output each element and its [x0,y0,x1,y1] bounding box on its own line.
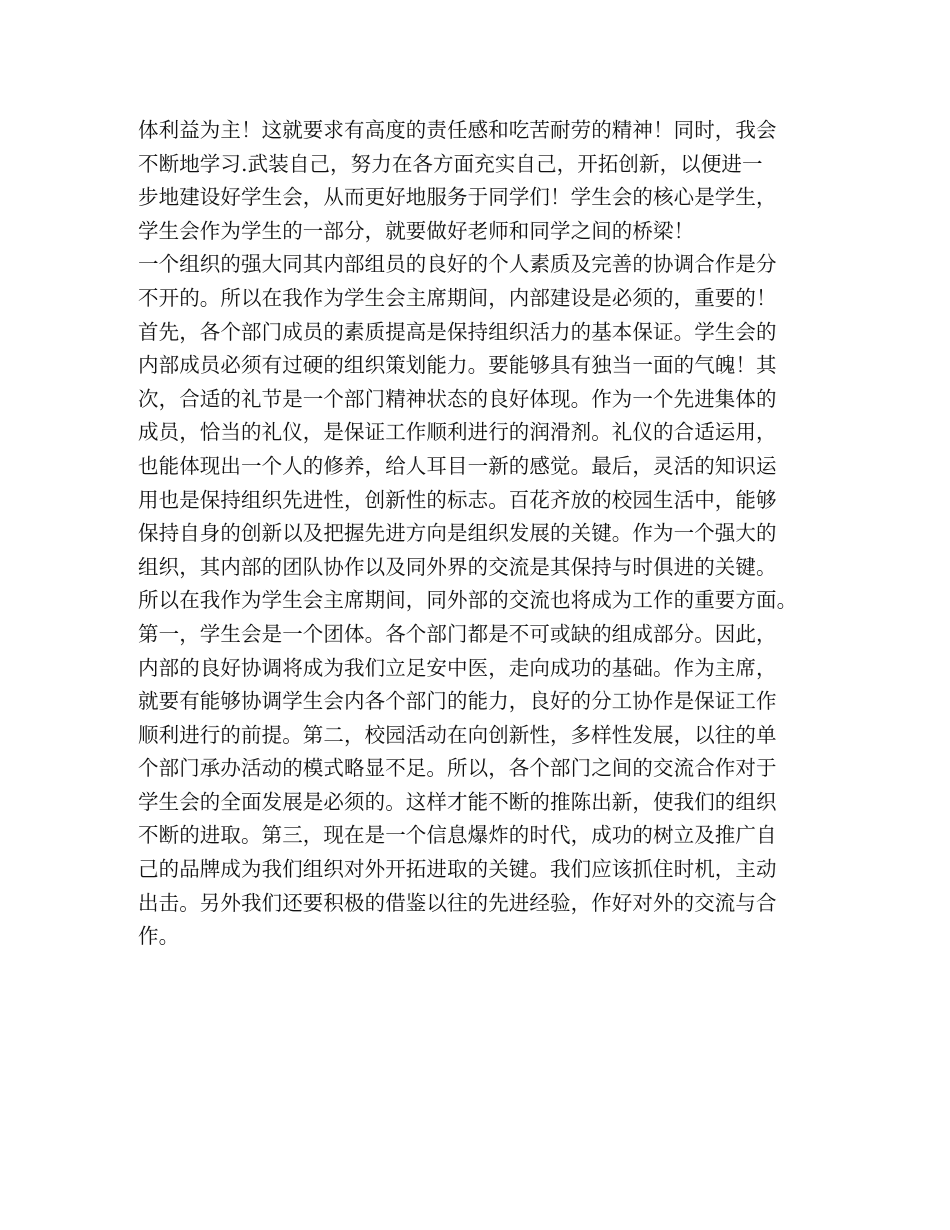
text-line: 步地建设好学生会，从而更好地服务于同学们！学生会的核心是学生， [138,185,777,210]
text-line: 顺利进行的前提。第二，校园活动在向创新性，多样性发展，以往的单 [138,722,777,747]
text-line: 一个组织的强大同其内部组员的良好的个人素质及完善的协调合作是分 [138,252,777,277]
text-line: 体利益为主！这就要求有高度的责任感和吃苦耐劳的精神！同时，我会 [138,118,777,142]
text-line: 组织，其内部的团队协作以及同外界的交流是其保持与时俱进的关键。 [138,554,777,579]
text-line: 内部成员必须有过硬的组织策划能力。要能够具有独当一面的气魄！其 [138,353,777,378]
text-line: 用也是保持组织先进性，创新性的标志。百花齐放的校园生活中，能够 [138,487,777,512]
text-line: 己的品牌成为我们组织对外开拓进取的关键。我们应该抓住时机，主动 [138,857,777,882]
text-line: 就要有能够协调学生会内各个部门的能力，良好的分工协作是保证工作 [138,689,777,714]
text-line: 次，合适的礼节是一个部门精神状态的良好体现。作为一个先进集体的 [138,386,777,411]
text-line: 学生会的全面发展是必须的。这样才能不断的推陈出新，使我们的组织 [138,789,777,814]
text-line: 不断地学习.武装自己，努力在各方面充实自己，开拓创新，以便进一 [138,151,763,176]
text-line: 成员，恰当的礼仪，是保证工作顺利进行的润滑剂。礼仪的合适运用， [138,420,777,445]
text-line: 出击。另外我们还要积极的借鉴以往的先进经验，作好对外的交流与合 [138,890,777,915]
text-line: 不开的。所以在我作为学生会主席期间，内部建设是必须的，重要的！ [138,285,777,310]
text-line: 保持自身的创新以及把握先进方向是组织发展的关键。作为一个强大的 [138,521,777,546]
text-line: 所以在我作为学生会主席期间，同外部的交流也将成为工作的重要方面。 [138,588,798,613]
text-line: 第一，学生会是一个团体。各个部门都是不可或缺的组成部分。因此， [138,621,777,646]
text-line: 学生会作为学生的一部分，就要做好老师和同学之间的桥梁！ [138,218,695,243]
text-line: 不断的进取。第三，现在是一个信息爆炸的时代，成功的树立及推广自 [138,823,777,848]
document-body [138,114,838,954]
text-line: 作。 [138,924,180,949]
text-line: 也能体现出一个人的修养，给人耳目一新的感觉。最后，灵活的知识运 [138,453,777,478]
text-line: 首先，各个部门成员的素质提高是保持组织活力的基本保证。学生会的 [138,319,777,344]
text-line: 内部的良好协调将成为我们立足安中医，走向成功的基础。作为主席， [138,655,777,680]
text-line: 个部门承办活动的模式略显不足。所以，各个部门之间的交流合作对于 [138,756,777,781]
